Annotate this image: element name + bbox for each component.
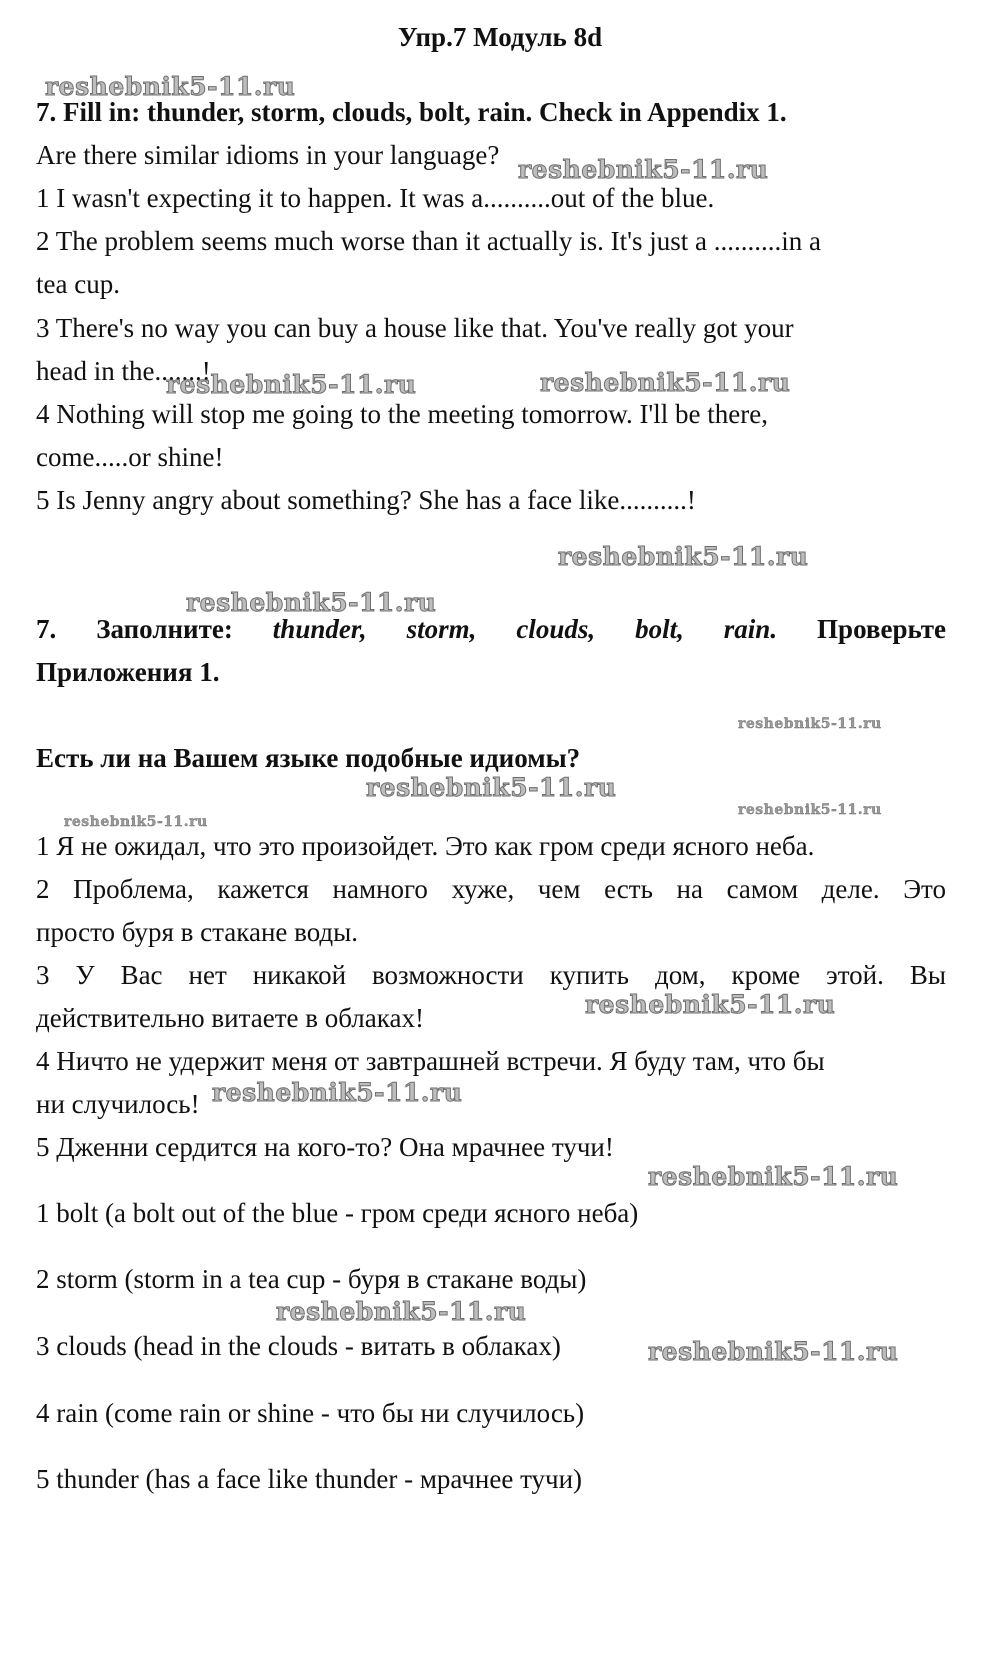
task-ru-heading-word: Заполните: <box>96 614 233 644</box>
watermark: reshebnik5-11.ru <box>738 802 882 818</box>
answer-line: 4 rain (come rain or shine - что бы ни случилось) <box>36 1398 585 1428</box>
task-ru-line: 2 Проблема, кажется намного хуже, чем есть на самом деле. Это <box>36 874 946 904</box>
watermark: reshebnik5-11.ru <box>585 990 836 1019</box>
watermark: reshebnik5-11.ru <box>540 368 791 397</box>
task-ru-heading-word: Проверьте <box>817 614 946 644</box>
task-ru-line-justified <box>36 952 946 998</box>
answer-line: 5 thunder (has a face like thunder - мрачнее тучи) <box>36 1464 583 1494</box>
task-en-line: head in the.......! <box>36 356 211 386</box>
task-en-line: come.....or shine! <box>36 442 224 472</box>
task-en-line: 2 The problem seems much worse than it actually is. It's just a ..........in a <box>36 226 821 256</box>
watermark: reshebnik5-11.ru <box>186 588 437 617</box>
watermark: reshebnik5-11.ru <box>276 1297 527 1326</box>
task-en-line: 5 Is Jenny angry about something? She has a face like..........! <box>36 485 696 515</box>
task-en-question: Are there similar idioms in your language? <box>36 140 500 170</box>
watermark: reshebnik5-11.ru <box>166 370 417 399</box>
task-en-line: 1 I wasn't expecting it to happen. It was a..........out of the blue. <box>36 183 715 213</box>
watermark: reshebnik5-11.ru <box>558 542 809 571</box>
watermark: reshebnik5-11.ru <box>212 1078 463 1107</box>
task-ru-line: ни случилось! <box>36 1089 200 1119</box>
task-ru-heading-word: 7. <box>36 614 57 644</box>
watermark: reshebnik5-11.ru <box>648 1337 899 1366</box>
watermark: reshebnik5-11.ru <box>518 155 769 184</box>
task-ru-question: Есть ли на Вашем языке подобные идиомы? <box>36 743 581 773</box>
task-ru-heading <box>36 606 946 652</box>
task-ru-heading-line2: Приложения 1. <box>36 657 220 687</box>
task-ru-heading-word: thunder, <box>272 614 367 644</box>
task-en-line: tea cup. <box>36 269 120 299</box>
watermark: reshebnik5-11.ru <box>64 814 208 830</box>
task-ru-line: 1 Я не ожидал, что это произойдет. Это как гром среди ясного неба. <box>36 831 815 861</box>
task-ru-line: 4 Ничто не удержит меня от завтрашней встречи. Я буду там, что бы <box>36 1046 825 1076</box>
task-ru-line: 3 У Вас нет никакой возможности купить дом, кроме этой. Вы <box>36 960 946 990</box>
task-en-line: 3 There's no way you can buy a house like that. You've really got your <box>36 313 794 343</box>
task-en-line: 4 Nothing will stop me going to the meeting tomorrow. I'll be there, <box>36 399 768 429</box>
answer-line: 1 bolt (a bolt out of the blue - гром среди ясного неба) <box>36 1198 639 1228</box>
task-ru-line: просто буря в стакане воды. <box>36 917 359 947</box>
watermark: reshebnik5-11.ru <box>648 1162 899 1191</box>
task-ru-heading-word: rain. <box>723 614 778 644</box>
watermark: reshebnik5-11.ru <box>45 72 296 101</box>
task-ru-line: действительно витаете в облаках! <box>36 1003 424 1033</box>
answer-line: 3 clouds (head in the clouds - витать в облаках) <box>36 1331 561 1361</box>
task-ru-line-justified <box>36 866 946 912</box>
task-ru-line: 5 Дженни сердится на кого-то? Она мрачнее тучи! <box>36 1132 614 1162</box>
task-ru-heading-word: clouds, <box>516 614 596 644</box>
watermark: reshebnik5-11.ru <box>366 773 617 802</box>
page-title: Упр.7 Модуль 8d <box>397 22 603 52</box>
task-ru-heading-word: storm, <box>406 614 477 644</box>
watermark: reshebnik5-11.ru <box>738 716 882 732</box>
task-ru-heading-word: bolt, <box>635 614 684 644</box>
answer-line: 2 storm (storm in a tea cup - буря в стакане воды) <box>36 1264 587 1294</box>
task-en-heading: 7. Fill in: thunder, storm, clouds, bolt, rain. Check in Appendix 1. <box>36 97 787 127</box>
